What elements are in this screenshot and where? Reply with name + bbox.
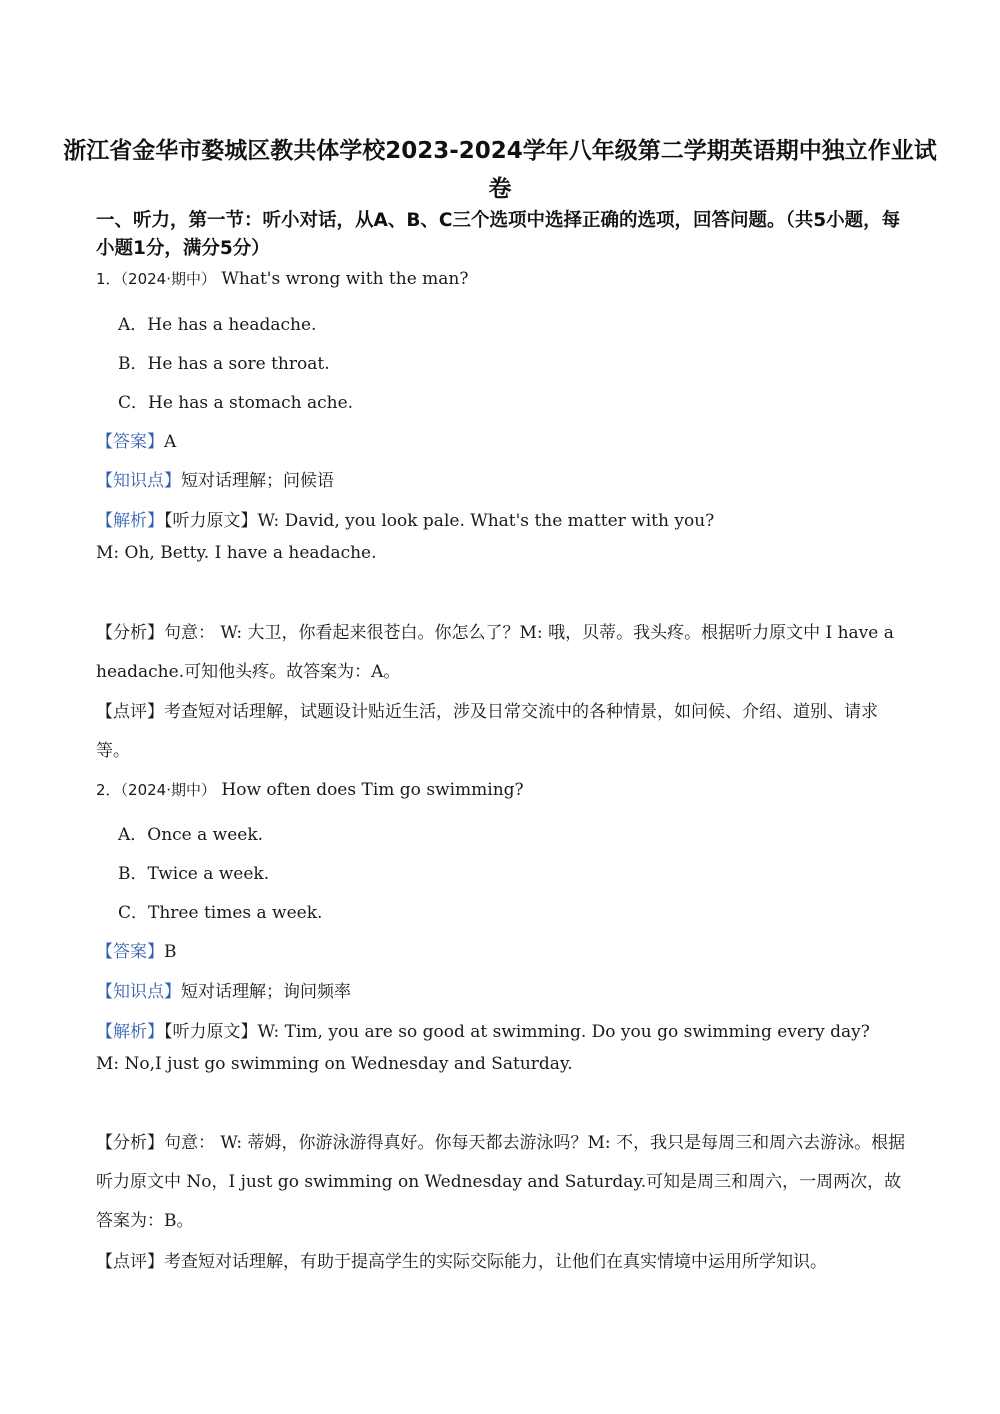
section-heading: 一、听力，第一节：听小对话，从A、B、C三个选项中选择正确的选项，回答问题。（共5小题，每小题1分，满分5分）: [96, 210, 901, 259]
answer-line: [96, 937, 177, 962]
option-a: A．He has a headache.: [118, 315, 317, 335]
question-number: 2．: [96, 781, 121, 799]
option-b: B．He has a sore throat.: [118, 354, 330, 374]
answer-value: B: [164, 942, 177, 962]
analysis-line: [96, 506, 714, 531]
knowledge-value: 短对话理解；问候语: [181, 471, 334, 491]
question-number: 1．: [96, 270, 121, 288]
comment: 【点评】考查短对话理解，试题设计贴近生活，涉及日常交流中的各种情景，如问候、介绍、道别、请求等。: [96, 702, 878, 761]
explanation: 【分析】句意： W: 蒂姆，你游泳游得真好。你每天都去游泳吗？M: 不，我只是每周三和周六去游泳。根据听力原文中 No，I just go swimming on Wednesday and Saturday.可知是周三和周六，一周两次，故答案为：B。: [96, 1133, 906, 1231]
question-source: （2024·期中）: [120, 270, 216, 288]
explanation: 【分析】句意： W: 大卫，你看起来很苍白。你怎么了？M: 哦，贝蒂。我头疼。根据听力原文中 I have a headache.可知他头疼。故答案为：A。: [96, 623, 894, 682]
option-b: B．Twice a week.: [118, 864, 270, 884]
answer-line: [96, 427, 176, 452]
transcript-m: M: No,I just go swimming on Wednesday and Saturday.: [96, 1054, 573, 1074]
transcript-m: M: Oh, Betty. I have a headache.: [96, 543, 377, 563]
option-c: C．Three times a week.: [118, 903, 323, 923]
transcript-label: 【听力原文】: [164, 511, 258, 531]
analysis-label: 【解析】: [96, 1022, 164, 1042]
knowledge-label: 【知识点】: [96, 982, 181, 1002]
comment: 【点评】考查短对话理解，有助于提高学生的实际交际能力，让他们在真实情境中运用所学知识。: [96, 1252, 827, 1272]
question-stem: How often does Tim go swimming?: [221, 780, 524, 800]
analysis-label: 【解析】: [96, 511, 164, 531]
question-stem: What's wrong with the man?: [221, 269, 469, 289]
transcript-label: 【听力原文】: [164, 1022, 258, 1042]
transcript-w: W: David, you look pale. What's the matter with you?: [257, 511, 715, 531]
document-title: 浙江省金华市婺城区教共体学校2023-2024学年八年级第二学期英语期中独立作业试卷: [63, 138, 937, 202]
knowledge-line: [96, 977, 351, 1002]
transcript-w: W: Tim, you are so good at swimming. Do you go swimming every day?: [257, 1022, 870, 1042]
answer-label: 【答案】: [96, 432, 164, 452]
knowledge-line: [96, 466, 334, 491]
knowledge-value: 短对话理解；询问频率: [181, 982, 351, 1002]
analysis-line: [96, 1017, 870, 1042]
question-2-header: [96, 779, 524, 800]
option-c: C．He has a stomach ache.: [118, 393, 354, 413]
knowledge-label: 【知识点】: [96, 471, 181, 491]
answer-label: 【答案】: [96, 942, 164, 962]
option-a: A．Once a week.: [118, 825, 264, 845]
question-source: （2024·期中）: [120, 781, 216, 799]
question-1-header: [96, 268, 468, 289]
answer-value: A: [164, 432, 177, 452]
